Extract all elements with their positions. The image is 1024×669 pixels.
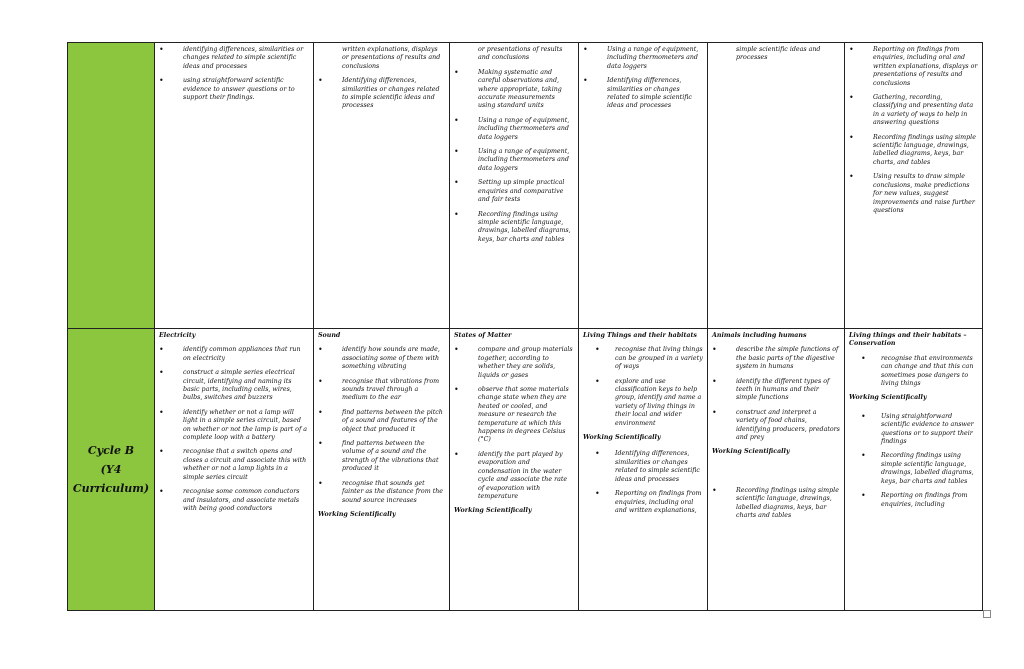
- list-item: • Setting up simple practical enquiries and comparative and fair tests: [454, 179, 574, 204]
- row-label-line: Curriculum): [72, 482, 150, 495]
- list-item: • Using a range of equipment, including thermometers and data loggers: [583, 46, 703, 71]
- topic-heading: Sound: [318, 332, 341, 339]
- list-item: • recognise that living things can be grouped in a variety of ways: [583, 346, 703, 371]
- list-item: • construct a simple series electrical circuit, identifying and naming its basic parts, including cells, wires, bulbs, switches and buzzers: [159, 369, 309, 403]
- list-item: • recognise that environments can change and that this can sometimes pose dangers to living things: [849, 355, 978, 389]
- list-item: • recognise that a switch opens and closes a circuit and associate this with whether or not a lamp lights in a simple series circuit: [159, 448, 309, 482]
- table-resize-handle[interactable]: [983, 610, 991, 618]
- list-item: • find patterns between the volume of a sound and the strength of the vibrations that produced it: [318, 440, 445, 474]
- list-item: • Recording findings using simple scientific language, drawings, labelled diagrams, keys, bar charts and tables: [454, 211, 574, 245]
- cell-conservation: [845, 329, 983, 611]
- list-item: • recognise some common conductors and insulators, and associate metals with being good conductors: [159, 488, 309, 513]
- working-scientifically-heading: Working Scientifically: [712, 448, 790, 456]
- list-item: • recognise that vibrations from sounds travel through a medium to the ear: [318, 378, 445, 403]
- list-item: • identify common appliances that run on electricity: [159, 346, 309, 363]
- row-label: [68, 441, 154, 498]
- list-item: • Reporting on findings from enquiries, including oral and written explanations, displays or presentations of results and conclusions: [849, 46, 978, 88]
- list-item: • Using a range of equipment, including thermometers and data loggers: [454, 148, 574, 173]
- cell-top-1: [155, 43, 314, 329]
- list-item: • identify the part played by evaporation and condensation in the water cycle and associate the rate of evaporation with temperature: [454, 451, 574, 501]
- list-item: • Using a range of equipment, including thermometers and data loggers: [454, 117, 574, 142]
- cell-top-3: [450, 43, 579, 329]
- list-item: • Reporting on findings from enquiries, including oral and written explanations,: [583, 490, 703, 515]
- list-item: • Making systematic and careful observations and, where appropriate, taking accurate measurements using standard units: [454, 69, 574, 111]
- row-label-line: (Y4: [100, 463, 122, 476]
- list-item: • Gathering, recording, classifying and presenting data in a variety of ways to help in answering questions: [849, 94, 978, 128]
- list-item: • Using results to draw simple conclusions, make predictions for new values, suggest improvements and raise further questions: [849, 173, 978, 215]
- cell-animals: [708, 329, 845, 611]
- continued-text: written explanations, displays or presentations of results and conclusions: [342, 46, 441, 70]
- list-item: • compare and group materials together, according to whether they are solids, liquids or gases: [454, 346, 574, 380]
- cell-top-5: [708, 43, 845, 329]
- table-row: [68, 43, 983, 329]
- list-item: • explore and use classification keys to help group, identify and name a variety of living things in their local and wider environment: [583, 378, 703, 428]
- list-item: • Recording findings using simple scientific language, drawings, labelled diagrams, keys, bar charts and tables: [712, 487, 840, 521]
- list-item: • Using straightforward scientific evidence to answer questions or to support their findings: [849, 413, 978, 447]
- cell-electricity: [155, 329, 314, 611]
- cell-living-things: [579, 329, 708, 611]
- list-item: • observe that some materials change state when they are heated or cooled, and measure or research the temperature at which this happens in degrees Celsius (°C): [454, 386, 574, 445]
- list-item: • using straightforward scientific evidence to answer questions or to support their findings.: [159, 77, 309, 102]
- topic-heading: Animals including humans: [712, 332, 807, 339]
- list-item: • Identifying differences, similarities or changes related to simple scientific ideas and processes: [583, 77, 703, 111]
- list-item: • describe the simple functions of the basic parts of the digestive system in humans: [712, 346, 840, 371]
- table-row: [68, 329, 983, 611]
- list-item: • Recording findings using simple scientific language, drawings, labelled diagrams, keys, bar charts and tables: [849, 452, 978, 486]
- list-item: • identify whether or not a lamp will light in a simple series circuit, based on whether or not the lamp is part of a complete loop with a battery: [159, 409, 309, 443]
- cell-top-4: [579, 43, 708, 329]
- list-item: • construct and interpret a variety of food chains, identifying producers, predators and prey: [712, 409, 840, 443]
- cell-sound: [314, 329, 450, 611]
- list-item: • Identifying differences, similarities or changes related to simple scientific ideas and processes: [318, 77, 445, 111]
- row-label-cell: [68, 329, 155, 611]
- topic-heading: States of Matter: [454, 332, 512, 339]
- working-scientifically-heading: Working Scientifically: [454, 507, 532, 515]
- row-label-line: Cycle B: [87, 444, 135, 457]
- working-scientifically-heading: Working Scientifically: [583, 434, 661, 442]
- continued-text: or presentations of results and conclusions: [478, 46, 563, 62]
- list-item: • identify the different types of teeth in humans and their simple functions: [712, 378, 840, 403]
- list-item: • Reporting on findings from enquiries, including: [849, 492, 978, 509]
- list-item: • identify how sounds are made, associating some of them with something vibrating: [318, 346, 445, 371]
- cell-states-of-matter: [450, 329, 579, 611]
- list-item: • find patterns between the pitch of a sound and features of the object that produced it: [318, 409, 445, 434]
- continued-text: simple scientific ideas and processes: [736, 46, 821, 62]
- list-item: • identifying differences, similarities or changes related to simple scientific ideas and processes: [159, 46, 309, 71]
- topic-heading: Electricity: [159, 332, 196, 339]
- working-scientifically-heading: Working Scientifically: [318, 510, 396, 518]
- curriculum-table: [67, 42, 983, 611]
- list-item: • Recording findings using simple scientific language, drawings, labelled diagrams, keys, bar charts, and tables: [849, 134, 978, 168]
- working-scientifically-heading: Working Scientifically: [849, 394, 927, 402]
- topic-heading: Living things and their habitats – Conservation: [849, 332, 967, 348]
- topic-heading: Living Things and their habitats: [583, 332, 697, 339]
- cell-top-2: [314, 43, 450, 329]
- list-item: • recognise that sounds get fainter as the distance from the sound source increases: [318, 480, 445, 505]
- list-item: • Identifying differences, similarities or changes related to simple scientific ideas and processes: [583, 450, 703, 484]
- label-cell-empty: [68, 43, 155, 329]
- cell-top-6: [845, 43, 983, 329]
